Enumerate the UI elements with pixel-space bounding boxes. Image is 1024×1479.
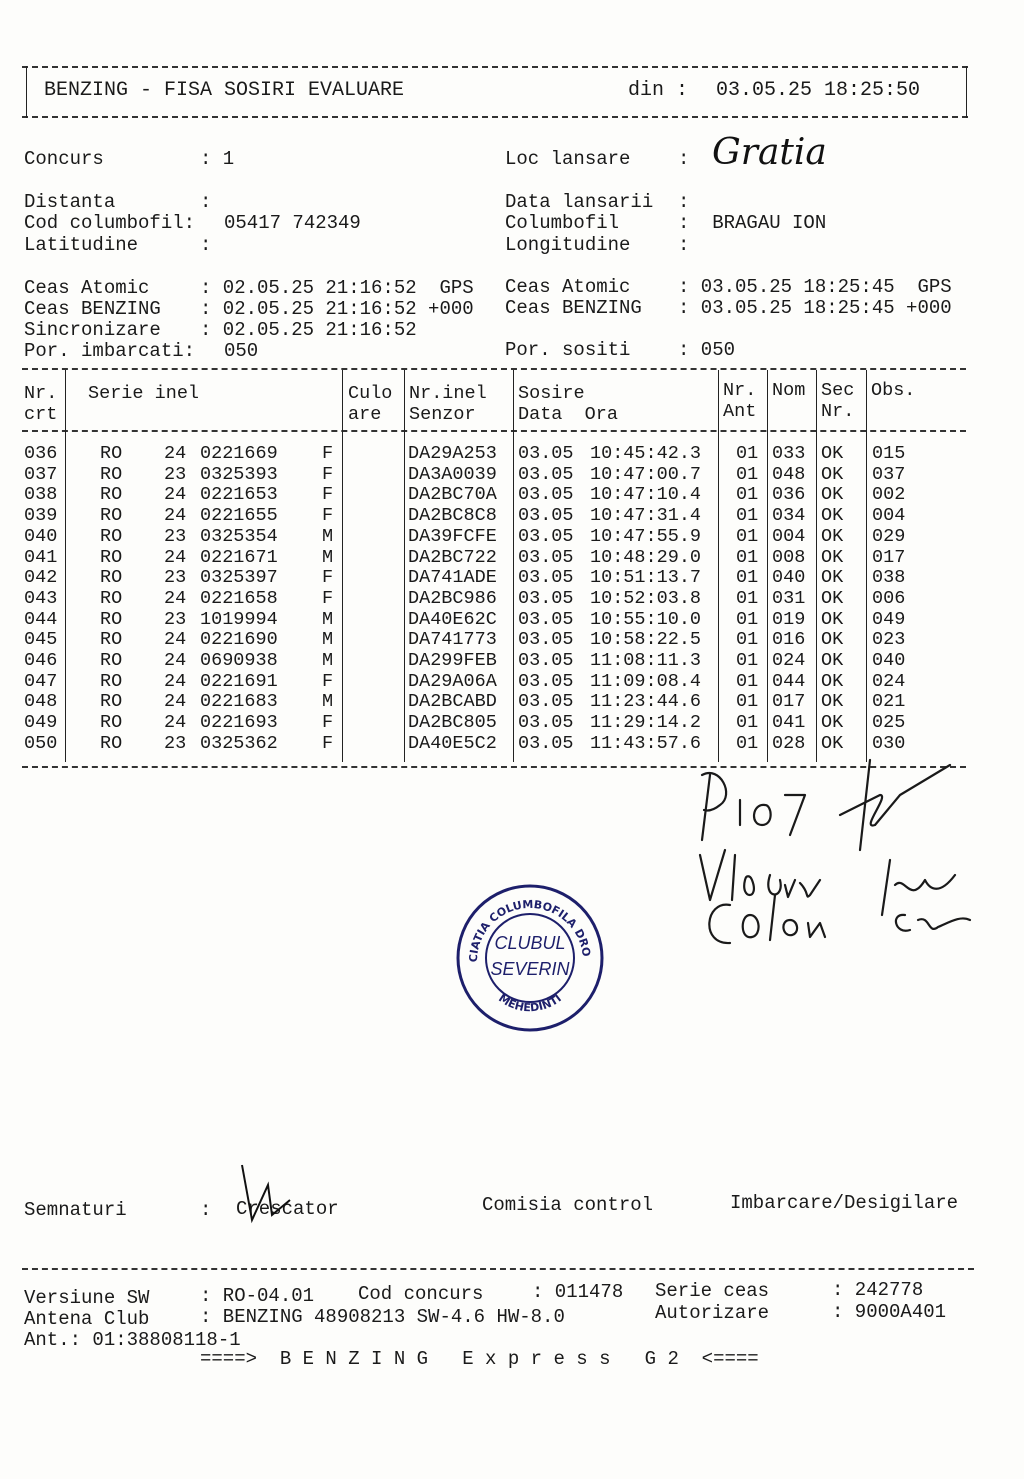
row-time: 11:23:44.6 <box>590 691 702 713</box>
row-sex: F <box>322 732 334 754</box>
row-country: RO <box>100 691 123 713</box>
ant-line: Ant.: 01:38808118-1 <box>24 1329 241 1351</box>
table-row <box>0 526 1000 547</box>
row-sex: F <box>322 670 334 692</box>
row-ring: 0221691 <box>200 670 278 692</box>
semnaturi-label: Semnaturi <box>24 1199 127 1221</box>
row-date: 03.05 <box>518 546 574 568</box>
row-ant: 01 <box>736 691 759 713</box>
row-sex: F <box>322 567 334 589</box>
table-row <box>0 464 1000 485</box>
stamp-line1: CLUBUL <box>494 933 566 953</box>
row-nr: 046 <box>24 650 58 671</box>
row-nr: 047 <box>24 670 58 692</box>
row-date: 03.05 <box>518 670 574 692</box>
row-nom: 008 <box>772 546 806 568</box>
row-sensor: DA2BC70A <box>408 484 497 506</box>
row-nom: 028 <box>772 732 806 754</box>
col-senzor-header: Senzor <box>409 404 476 425</box>
serie-ceas-label: Serie ceas <box>655 1280 770 1302</box>
row-ant: 01 <box>736 650 759 671</box>
col-obs-header: Obs. <box>871 380 916 401</box>
svg-text:MEHEDINTI <box>496 992 564 1015</box>
table-row <box>0 609 1000 630</box>
crescator-signature-icon <box>230 1160 300 1230</box>
row-obs: 029 <box>872 525 906 547</box>
row-ring: 0325354 <box>200 525 278 547</box>
row-year: 24 <box>164 650 187 671</box>
row-sec: OK <box>821 629 844 651</box>
cod-columbofil-value: 05417 742349 <box>224 212 361 234</box>
row-date: 03.05 <box>518 463 574 485</box>
row-ring: 0221655 <box>200 505 278 527</box>
row-time: 11:08:11.3 <box>590 650 702 671</box>
row-nr: 049 <box>24 712 58 734</box>
row-sensor: DA40E62C <box>408 608 497 630</box>
col-nr-header: Nr. <box>24 383 58 404</box>
table-row <box>0 629 1000 650</box>
row-country: RO <box>100 525 123 547</box>
table-row <box>0 691 1000 712</box>
row-ring: 0690938 <box>200 650 278 671</box>
row-sex: M <box>322 691 334 713</box>
row-sensor: DA741ADE <box>408 567 497 589</box>
row-time: 10:47:55.9 <box>590 525 702 547</box>
row-sensor: DA29A06A <box>408 670 497 692</box>
row-year: 24 <box>164 484 187 506</box>
row-time: 10:47:00.7 <box>590 463 702 485</box>
row-country: RO <box>100 629 123 651</box>
row-sensor: DA2BC805 <box>408 712 497 734</box>
row-ring: 0221693 <box>200 712 278 734</box>
sincronizare-value: : 02.05.25 21:16:52 <box>200 319 417 341</box>
concurs-value: : 1 <box>200 148 235 170</box>
row-ant: 01 <box>736 712 759 734</box>
table-row <box>0 650 1000 671</box>
row-sex: F <box>322 712 334 734</box>
row-sec: OK <box>821 670 844 692</box>
row-sex: F <box>322 463 334 485</box>
row-sec: OK <box>821 546 844 568</box>
row-sex: M <box>322 546 334 568</box>
antena-label: Antena Club <box>24 1308 150 1330</box>
col-secnr-header: Nr. <box>821 401 855 422</box>
row-time: 11:43:57.6 <box>590 732 702 754</box>
brand-line: ====> B E N Z I N G E x p r e s s G 2 <==== <box>200 1348 759 1370</box>
row-nom: 048 <box>772 463 806 485</box>
concurs-label: Concurs <box>24 148 104 170</box>
row-nr: 044 <box>24 608 58 630</box>
row-country: RO <box>100 608 123 630</box>
table-row <box>0 484 1000 505</box>
row-ant: 01 <box>736 567 759 589</box>
row-year: 24 <box>164 546 187 568</box>
row-nr: 045 <box>24 629 58 651</box>
row-time: 10:55:10.0 <box>590 608 702 630</box>
row-ring: 0221653 <box>200 484 278 506</box>
loc-lansare-value: Gratia <box>712 132 827 173</box>
row-sensor: DA40E5C2 <box>408 732 497 754</box>
latitudine-label: Latitudine <box>24 234 139 256</box>
row-obs: 024 <box>872 670 906 692</box>
data-lansarii-label: Data lansarii <box>505 191 654 213</box>
row-ant: 01 <box>736 546 759 568</box>
autorizare-value: : 9000A401 <box>832 1301 947 1323</box>
ceas-atomic-start-value: : 02.05.25 21:16:52 GPS <box>200 277 474 299</box>
por-imbarcati-value: 050 <box>224 340 259 362</box>
row-ring: 0221690 <box>200 629 278 651</box>
row-ring: 1019994 <box>200 608 278 630</box>
row-nom: 019 <box>772 608 806 630</box>
row-sex: M <box>322 608 334 630</box>
row-sec: OK <box>821 443 844 464</box>
row-country: RO <box>100 546 123 568</box>
row-sex: F <box>322 443 334 464</box>
row-sex: M <box>322 525 334 547</box>
row-obs: 025 <box>872 712 906 734</box>
row-sec: OK <box>821 463 844 485</box>
data-lansarii-value: : <box>678 191 690 213</box>
row-nr: 043 <box>24 587 58 609</box>
row-year: 23 <box>164 567 187 589</box>
row-year: 23 <box>164 463 187 485</box>
row-nr: 048 <box>24 691 58 713</box>
loc-lansare-label: Loc lansare <box>505 148 631 170</box>
row-sex: F <box>322 484 334 506</box>
row-sensor: DA3A0039 <box>408 463 497 485</box>
col-nom-header: Nom <box>772 380 806 401</box>
row-ring: 0221669 <box>200 443 278 464</box>
row-nr: 040 <box>24 525 58 547</box>
row-time: 10:58:22.5 <box>590 629 702 651</box>
row-sec: OK <box>821 587 844 609</box>
row-time: 11:29:14.2 <box>590 712 702 734</box>
row-ant: 01 <box>736 670 759 692</box>
handwritten-signatures <box>690 755 1010 955</box>
row-sec: OK <box>821 608 844 630</box>
row-ant: 01 <box>736 732 759 754</box>
row-sensor: DA2BC986 <box>408 587 497 609</box>
row-year: 24 <box>164 505 187 527</box>
row-year: 24 <box>164 712 187 734</box>
col-ant-header: Nr. <box>723 380 757 401</box>
row-obs: 006 <box>872 587 906 609</box>
row-ring: 0221683 <box>200 691 278 713</box>
row-sec: OK <box>821 691 844 713</box>
table-row <box>0 505 1000 526</box>
row-ant: 01 <box>736 443 759 464</box>
row-obs: 004 <box>872 505 906 527</box>
col-sosire-header: Sosire <box>518 383 585 404</box>
row-nom: 004 <box>772 525 806 547</box>
row-country: RO <box>100 712 123 734</box>
row-nom: 034 <box>772 505 806 527</box>
row-ring: 0325397 <box>200 567 278 589</box>
row-sensor: DA299FEB <box>408 650 497 671</box>
sincronizare-label: Sincronizare <box>24 319 161 341</box>
ceas-benzing-start-value: : 02.05.25 21:16:52 +000 <box>200 298 474 320</box>
row-sex: F <box>322 505 334 527</box>
row-country: RO <box>100 505 123 527</box>
columbofil-label: Columbofil <box>505 212 620 234</box>
versiune-value: : RO-04.01 <box>200 1285 315 1307</box>
row-nom: 036 <box>772 484 806 506</box>
semnaturi-colon: : <box>200 1199 212 1221</box>
row-sensor: DA2BCABD <box>408 691 497 713</box>
stamp-bottom-text: MEHEDINTI <box>496 991 564 1015</box>
date-label: din : <box>628 79 689 102</box>
row-ant: 01 <box>736 587 759 609</box>
crescator-label: Crescator <box>236 1198 339 1220</box>
row-nom: 016 <box>772 629 806 651</box>
row-country: RO <box>100 732 123 754</box>
table-row <box>0 567 1000 588</box>
col-dataora-header: Data Ora <box>518 404 618 425</box>
row-ant: 01 <box>736 608 759 630</box>
row-time: 10:48:29.0 <box>590 546 702 568</box>
row-nom: 017 <box>772 691 806 713</box>
row-sensor: DA39FCFE <box>408 525 497 547</box>
distanta-value: : <box>200 191 212 213</box>
row-obs: 049 <box>872 608 906 630</box>
row-sex: M <box>322 650 334 671</box>
row-year: 23 <box>164 732 187 754</box>
row-time: 10:47:31.4 <box>590 505 702 527</box>
col-serie-header: Serie inel <box>88 383 200 404</box>
row-date: 03.05 <box>518 712 574 734</box>
row-date: 03.05 <box>518 587 574 609</box>
report-title: BENZING - FISA SOSIRI EVALUARE <box>44 79 405 102</box>
row-nr: 042 <box>24 567 58 589</box>
row-country: RO <box>100 670 123 692</box>
row-year: 24 <box>164 670 187 692</box>
row-nr: 038 <box>24 484 58 506</box>
row-country: RO <box>100 650 123 671</box>
row-country: RO <box>100 484 123 506</box>
ceas-benzing-start-label: Ceas BENZING <box>24 298 161 320</box>
versiune-label: Versiune SW <box>24 1287 150 1309</box>
row-sex: M <box>322 629 334 651</box>
latitudine-value: : <box>200 234 212 256</box>
columbofil-value: : BRAGAU ION <box>678 212 827 234</box>
row-ant: 01 <box>736 463 759 485</box>
row-obs: 023 <box>872 629 906 651</box>
col-culoare-header-2: are <box>348 404 382 425</box>
row-country: RO <box>100 463 123 485</box>
table-row <box>0 712 1000 733</box>
row-date: 03.05 <box>518 484 574 506</box>
row-time: 10:47:10.4 <box>590 484 702 506</box>
table-row <box>0 733 1000 754</box>
row-ant: 01 <box>736 525 759 547</box>
row-year: 23 <box>164 608 187 630</box>
cod-columbofil-label: Cod columbofil: <box>24 212 196 234</box>
row-country: RO <box>100 587 123 609</box>
row-date: 03.05 <box>518 691 574 713</box>
imbarcare-label: Imbarcare/Desigilare <box>730 1192 959 1214</box>
por-sositi-value: : 050 <box>678 339 736 361</box>
table-row <box>0 547 1000 568</box>
row-nom: 033 <box>772 443 806 464</box>
row-obs: 015 <box>872 443 906 464</box>
row-year: 24 <box>164 587 187 609</box>
row-ring: 0221658 <box>200 587 278 609</box>
row-sec: OK <box>821 505 844 527</box>
row-sensor: DA741773 <box>408 629 497 651</box>
row-sec: OK <box>821 712 844 734</box>
row-date: 03.05 <box>518 608 574 630</box>
row-date: 03.05 <box>518 505 574 527</box>
row-country: RO <box>100 567 123 589</box>
club-stamp <box>455 883 605 1033</box>
ceas-benzing-end-value: : 03.05.25 18:25:45 +000 <box>678 297 952 319</box>
row-date: 03.05 <box>518 567 574 589</box>
report-datetime: 03.05.25 18:25:50 <box>716 79 921 102</box>
row-time: 11:09:08.4 <box>590 670 702 692</box>
stamp-top-text: CIATIA COLUMBOFILA DRO <box>466 897 593 963</box>
row-nom: 031 <box>772 587 806 609</box>
row-ant: 01 <box>736 505 759 527</box>
row-date: 03.05 <box>518 732 574 754</box>
row-sec: OK <box>821 567 844 589</box>
row-year: 24 <box>164 691 187 713</box>
row-country: RO <box>100 443 123 464</box>
row-nr: 039 <box>24 505 58 527</box>
row-date: 03.05 <box>518 443 574 464</box>
table-row <box>0 588 1000 609</box>
cod-concurs-value: : 011478 <box>532 1281 624 1303</box>
row-sensor: DA2BC722 <box>408 546 497 568</box>
col-culoare-header: Culo <box>348 383 393 404</box>
col-sec-header: Sec <box>821 380 855 401</box>
por-sositi-label: Por. sositi <box>505 339 631 361</box>
cod-concurs-label: Cod concurs <box>358 1283 484 1305</box>
table-row <box>0 671 1000 692</box>
longitudine-label: Longitudine <box>505 234 631 256</box>
row-sex: F <box>322 587 334 609</box>
stamp-line2: SEVERIN <box>490 959 570 979</box>
row-nr: 041 <box>24 546 58 568</box>
row-nom: 040 <box>772 567 806 589</box>
row-sec: OK <box>821 732 844 754</box>
comisia-control-label: Comisia control <box>482 1194 654 1216</box>
row-date: 03.05 <box>518 629 574 651</box>
col-ant-header-2: Ant <box>723 401 757 422</box>
row-obs: 030 <box>872 732 906 754</box>
row-obs: 037 <box>872 463 906 485</box>
row-sec: OK <box>821 650 844 671</box>
row-nr: 050 <box>24 732 58 754</box>
por-imbarcati-label: Por. imbarcati: <box>24 340 196 362</box>
row-nr: 036 <box>24 443 58 464</box>
row-obs: 017 <box>872 546 906 568</box>
row-ring: 0325393 <box>200 463 278 485</box>
row-obs: 021 <box>872 691 906 713</box>
row-obs: 038 <box>872 567 906 589</box>
longitudine-value: : <box>678 234 690 256</box>
row-obs: 040 <box>872 650 906 671</box>
row-time: 10:51:13.7 <box>590 567 702 589</box>
row-time: 10:45:42.3 <box>590 443 702 464</box>
autorizare-label: Autorizare <box>655 1302 770 1324</box>
col-nrinel-header: Nr.inel <box>409 383 487 404</box>
row-ant: 01 <box>736 484 759 506</box>
row-nr: 037 <box>24 463 58 485</box>
row-nom: 024 <box>772 650 806 671</box>
row-date: 03.05 <box>518 650 574 671</box>
distanta-label: Distanta <box>24 191 116 213</box>
row-nom: 044 <box>772 670 806 692</box>
serie-ceas-value: : 242778 <box>832 1279 924 1301</box>
row-year: 23 <box>164 525 187 547</box>
row-year: 24 <box>164 443 187 464</box>
antena-value: : BENZING 48908213 SW-4.6 HW-8.0 <box>200 1306 565 1328</box>
row-sec: OK <box>821 525 844 547</box>
table-row <box>0 443 1000 464</box>
row-ant: 01 <box>736 629 759 651</box>
stamp-ring-icon <box>455 883 605 1033</box>
row-ring: 0325362 <box>200 732 278 754</box>
row-sensor: DA29A253 <box>408 443 497 464</box>
row-obs: 002 <box>872 484 906 506</box>
loc-lansare-colon: : <box>678 148 690 170</box>
col-crt-header: crt <box>24 404 58 425</box>
row-ring: 0221671 <box>200 546 278 568</box>
ceas-benzing-end-label: Ceas BENZING <box>505 297 642 319</box>
row-year: 24 <box>164 629 187 651</box>
ceas-atomic-end-value: : 03.05.25 18:25:45 GPS <box>678 276 952 298</box>
ceas-atomic-start-label: Ceas Atomic <box>24 277 150 299</box>
row-time: 10:52:03.8 <box>590 587 702 609</box>
ceas-atomic-end-label: Ceas Atomic <box>505 276 631 298</box>
row-sec: OK <box>821 484 844 506</box>
row-date: 03.05 <box>518 525 574 547</box>
row-sensor: DA2BC8C8 <box>408 505 497 527</box>
row-nom: 041 <box>772 712 806 734</box>
